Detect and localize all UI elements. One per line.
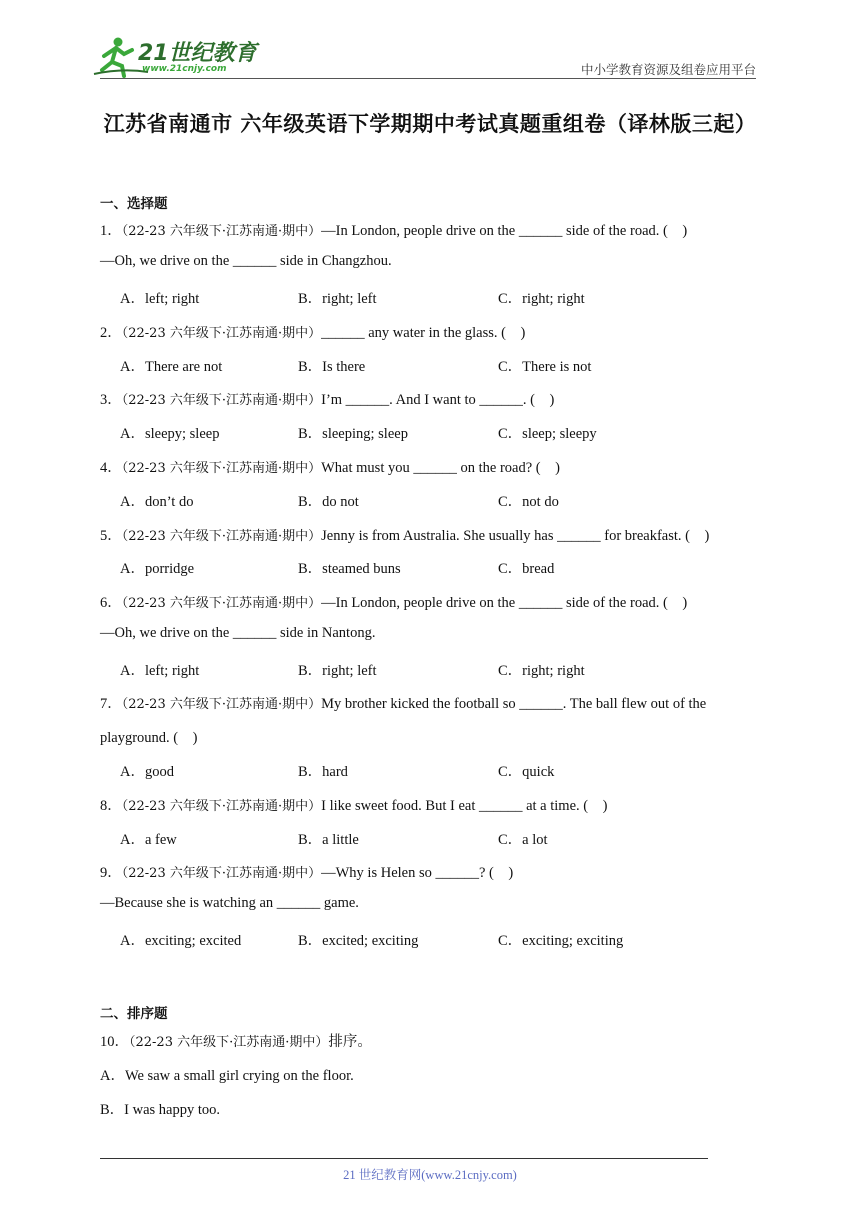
- question-1-continuation: —Oh, we drive on the ______ side in Changzhou.: [100, 253, 392, 269]
- option-c[interactable]: C．exciting; exciting: [498, 933, 624, 949]
- option-c[interactable]: C．There is not: [498, 359, 592, 375]
- question-number: 6．: [100, 595, 122, 611]
- question-text: I’m ______. And I want to ______. ( ): [321, 392, 555, 408]
- option-c[interactable]: C．right; right: [498, 663, 585, 679]
- question-2: [100, 321, 525, 342]
- option-c[interactable]: C．sleep; sleepy: [498, 426, 597, 442]
- option-b[interactable]: B．right; left: [298, 663, 377, 679]
- header-divider: [100, 78, 756, 79]
- question-10: [100, 1030, 372, 1051]
- question-source: （22-23 六年级下·江苏南通·期中）: [121, 326, 322, 341]
- question-source: （22-23 六年级下·江苏南通·期中）: [121, 799, 322, 814]
- sort-item-b: B．I was happy too.: [100, 1102, 221, 1118]
- question-4: [100, 456, 560, 477]
- platform-name: 中小学教育资源及组卷应用平台: [580, 62, 756, 77]
- option-c[interactable]: C．a lot: [498, 832, 548, 848]
- footer-link[interactable]: 21 世纪教育网(www.21cnjy.com): [343, 1168, 517, 1182]
- question-text: What must you ______ on the road? ( ): [321, 460, 560, 476]
- option-c[interactable]: C．bread: [498, 561, 555, 577]
- question-source: （22-23 六年级下·江苏南通·期中）: [121, 866, 322, 881]
- question-text: ______ any water in the glass. ( ): [321, 325, 526, 341]
- question-number: 10．: [100, 1034, 129, 1050]
- sort-item-a: A．We saw a small girl crying on the floor.: [100, 1068, 354, 1084]
- question-source: （22-23 六年级下·江苏南通·期中）: [129, 1035, 329, 1050]
- site-logo: [92, 34, 262, 78]
- section-heading-sort: 二、排序题: [100, 1006, 168, 1022]
- option-b[interactable]: B．hard: [298, 764, 348, 780]
- question-1: [100, 219, 687, 240]
- option-a[interactable]: A．left; right: [120, 291, 200, 307]
- question-number: 1．: [100, 223, 122, 239]
- question-source: （22-23 六年级下·江苏南通·期中）: [121, 393, 322, 408]
- option-c[interactable]: C．not do: [498, 494, 559, 510]
- option-c[interactable]: C．quick: [498, 764, 555, 780]
- option-c[interactable]: C．right; right: [498, 291, 585, 307]
- question-6: [100, 591, 687, 612]
- option-b[interactable]: B．excited; exciting: [298, 933, 419, 949]
- question-6-continuation: —Oh, we drive on the ______ side in Nantong.: [100, 625, 376, 641]
- question-text: —In London, people drive on the ______ side of the road. ( ): [321, 223, 688, 239]
- question-source: （22-23 六年级下·江苏南通·期中）: [121, 529, 322, 544]
- option-b[interactable]: B．steamed buns: [298, 561, 401, 577]
- logo-text: 21世纪教育: [138, 41, 257, 66]
- question-number: 7．: [100, 696, 122, 712]
- section-heading-choice: 一、选择题: [100, 196, 168, 212]
- question-text: Jenny is from Australia. She usually has ______ for breakfast. ( ): [321, 528, 710, 544]
- question-source: （22-23 六年级下·江苏南通·期中）: [121, 596, 322, 611]
- question-7-continuation: playground. ( ): [100, 730, 198, 746]
- question-5: [100, 524, 709, 545]
- question-number: 3．: [100, 392, 122, 408]
- logo-url: www.21cnjy.com: [142, 64, 227, 74]
- question-3: [100, 388, 554, 409]
- option-a[interactable]: A．There are not: [120, 359, 223, 375]
- option-a[interactable]: A．exciting; excited: [120, 933, 242, 949]
- footer-divider: [100, 1158, 708, 1159]
- question-text: 排序。: [328, 1034, 372, 1050]
- option-b[interactable]: B．a little: [298, 832, 359, 848]
- option-a[interactable]: A．a few: [120, 832, 177, 848]
- question-9: [100, 861, 513, 882]
- page-title: 江苏省南通市 六年级英语下学期期中考试真题重组卷（译林版三起）: [103, 112, 757, 136]
- option-b[interactable]: B．sleeping; sleep: [298, 426, 408, 442]
- question-number: 8．: [100, 798, 122, 814]
- question-source: （22-23 六年级下·江苏南通·期中）: [121, 224, 322, 239]
- question-number: 2．: [100, 325, 122, 341]
- option-a[interactable]: A．sleepy; sleep: [120, 426, 220, 442]
- option-a[interactable]: A．porridge: [120, 561, 195, 577]
- option-a[interactable]: A．don’t do: [120, 494, 194, 510]
- option-a[interactable]: A．good: [120, 764, 174, 780]
- question-text: My brother kicked the football so ______. The ball flew out of the: [321, 696, 707, 712]
- question-9-continuation: —Because she is watching an ______ game.: [100, 895, 359, 911]
- question-source: （22-23 六年级下·江苏南通·期中）: [121, 461, 322, 476]
- question-number: 5．: [100, 528, 122, 544]
- question-text: I like sweet food. But I eat ______ at a time. ( ): [321, 798, 608, 814]
- question-text: —In London, people drive on the ______ side of the road. ( ): [321, 595, 688, 611]
- question-8: [100, 794, 607, 815]
- option-b[interactable]: B．do not: [298, 494, 359, 510]
- option-b[interactable]: B．Is there: [298, 359, 366, 375]
- question-7: [100, 692, 706, 713]
- question-source: （22-23 六年级下·江苏南通·期中）: [121, 697, 322, 712]
- question-number: 4．: [100, 460, 122, 476]
- question-text: —Why is Helen so ______? ( ): [321, 865, 514, 881]
- option-a[interactable]: A．left; right: [120, 663, 200, 679]
- question-number: 9．: [100, 865, 122, 881]
- option-b[interactable]: B．right; left: [298, 291, 377, 307]
